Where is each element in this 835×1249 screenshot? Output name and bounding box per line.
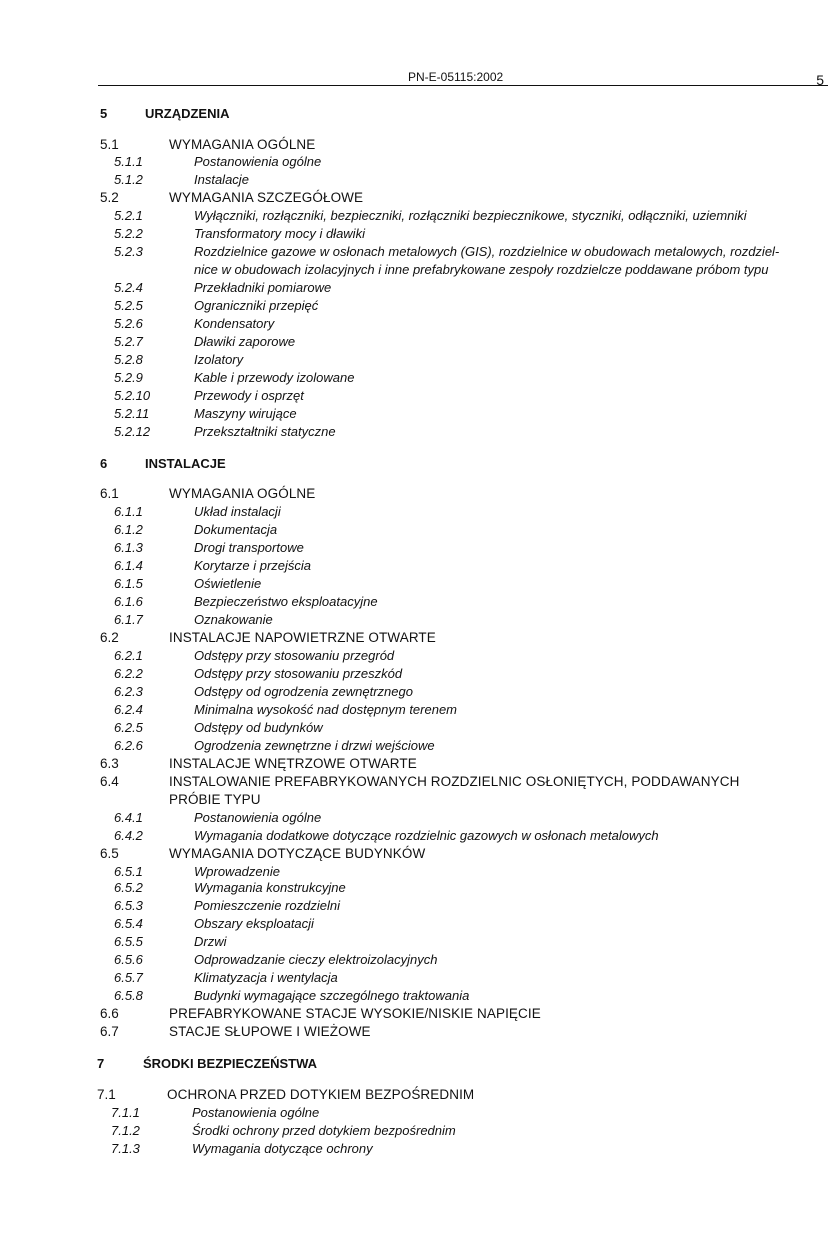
toc-entry-title: Układ instalacji bbox=[194, 504, 281, 519]
toc-entry-title: PREFABRYKOWANE STACJE WYSOKIE/NISKIE NAPIĘCIE bbox=[169, 1006, 541, 1021]
toc-entry-title: INSTALACJE bbox=[145, 456, 226, 471]
toc-entry-number: 7.1.1 bbox=[111, 1105, 140, 1120]
toc-entry-title: Wymagania konstrukcyjne bbox=[194, 880, 346, 895]
toc-entry-number: 5 bbox=[100, 106, 108, 121]
toc-entry-number: 5.2.12 bbox=[114, 424, 151, 439]
toc-entry-title: Instalacje bbox=[194, 172, 249, 187]
toc-entry-title: Przekładniki pomiarowe bbox=[194, 280, 332, 295]
toc-entry-number: 7.1.3 bbox=[111, 1141, 140, 1156]
toc-entry-title: WYMAGANIA SZCZEGÓŁOWE bbox=[169, 190, 364, 205]
document-code: PN-E-05115:2002 bbox=[408, 70, 504, 84]
toc-entry-title: Ograniczniki przepięć bbox=[194, 298, 319, 313]
toc-entry-title: Transformatory mocy i dławiki bbox=[194, 226, 365, 241]
toc-entry-number: 5.2.2 bbox=[114, 226, 143, 241]
toc-entry-title: Oświetlenie bbox=[194, 576, 262, 591]
toc-entry-number: 6.1.7 bbox=[114, 612, 143, 627]
toc-entry-number: 6.4.2 bbox=[114, 828, 143, 843]
toc-entry-title: Dokumentacja bbox=[194, 522, 278, 537]
toc-entry-number: 6.4 bbox=[100, 774, 119, 789]
toc-entry-title: Izolatory bbox=[194, 352, 244, 367]
toc-entry-number: 6.1.5 bbox=[114, 576, 143, 591]
toc-entry-title: Maszyny wirujące bbox=[194, 406, 297, 421]
toc-entry-number: 6.5 bbox=[100, 846, 119, 861]
toc-entry-title: Klimatyzacja i wentylacja bbox=[194, 970, 338, 985]
toc-entry-number: 7.1 bbox=[97, 1087, 116, 1102]
toc-entry-number: 5.2.7 bbox=[114, 334, 143, 349]
toc-entry-number: 6.2.3 bbox=[114, 684, 143, 699]
toc-entry-title: OCHRONA PRZED DOTYKIEM BEZPOŚREDNIM bbox=[167, 1087, 475, 1102]
toc-entry-title: Ogrodzenia zewnętrzne i drzwi wejściowe bbox=[194, 738, 435, 753]
toc-entry-title: Rozdzielnice gazowe w osłonach metalowych (GIS), rozdzielnice w obudowach metalowych, rozdziel- bbox=[194, 244, 780, 259]
toc-entry-title: Odstępy od ogrodzenia zewnętrznego bbox=[194, 684, 413, 699]
toc-entry-title: Postanowienia ogólne bbox=[192, 1105, 320, 1120]
toc-entry-number: 6.1.6 bbox=[114, 594, 143, 609]
toc-entry-number: 5.2.6 bbox=[114, 316, 143, 331]
toc-entry-number: 6.2.1 bbox=[114, 648, 143, 663]
toc-entry-title: INSTALACJE NAPOWIETRZNE OTWARTE bbox=[169, 630, 436, 645]
toc-entry-number: 6.3 bbox=[100, 756, 119, 771]
toc-entry-number: 6.2 bbox=[100, 630, 119, 645]
toc-entry-number: 5.2.11 bbox=[114, 406, 150, 421]
toc-entry-number: 5.1.2 bbox=[114, 172, 143, 187]
toc-entry-number: 6.2.6 bbox=[114, 738, 143, 753]
toc-entry-number: 6 bbox=[100, 456, 108, 471]
toc-entry-number: 5.2.8 bbox=[114, 352, 143, 367]
toc-entry-title: WYMAGANIA OGÓLNE bbox=[169, 137, 316, 152]
toc-entry-number: 6.2.5 bbox=[114, 720, 143, 735]
toc-entry-number: 6.6 bbox=[100, 1006, 119, 1021]
toc-entry-number: 5.2.5 bbox=[114, 298, 143, 313]
toc-entry-title: STACJE SŁUPOWE I WIEŻOWE bbox=[169, 1024, 371, 1039]
toc-entry-title: Wprowadzenie bbox=[194, 864, 280, 879]
toc-entry-title: Drzwi bbox=[194, 934, 227, 949]
toc-entry-number: 5.2.10 bbox=[114, 388, 151, 403]
toc-entry-number: 6.1.4 bbox=[114, 558, 143, 573]
toc-entry-title: PRÓBIE TYPU bbox=[169, 792, 261, 807]
toc-entry-title: Środki ochrony przed dotykiem bezpośrednim bbox=[192, 1123, 456, 1138]
toc-entry-number: 5.2.1 bbox=[114, 208, 143, 223]
toc-entry-title: Wymagania dodatkowe dotyczące rozdzielnic gazowych w osłonach metalowych bbox=[194, 828, 659, 843]
toc-entry-title: Kondensatory bbox=[194, 316, 275, 331]
toc-entry-title: Kable i przewody izolowane bbox=[194, 370, 355, 385]
toc-entry-title: Oznakowanie bbox=[194, 612, 273, 627]
toc-entry-number: 7.1.2 bbox=[111, 1123, 140, 1138]
toc-entry-number: 6.1 bbox=[100, 486, 119, 501]
toc-entry-title: ŚRODKI BEZPIECZEŃSTWA bbox=[143, 1056, 318, 1071]
toc-entry-number: 5.2.9 bbox=[114, 370, 143, 385]
toc-entry-number: 5.2 bbox=[100, 190, 119, 205]
header-rule bbox=[98, 85, 828, 86]
toc-entry-number: 5.1 bbox=[100, 137, 119, 152]
toc-entry-title: Odstępy od budynków bbox=[194, 720, 323, 735]
toc-entry-title: Minimalna wysokość nad dostępnym terenem bbox=[194, 702, 458, 717]
toc-entry-number: 6.5.5 bbox=[114, 934, 143, 949]
toc-entry-title: Postanowienia ogólne bbox=[194, 154, 322, 169]
toc-entry-title: WYMAGANIA DOTYCZĄCE BUDYNKÓW bbox=[169, 846, 426, 861]
page-number: 5 bbox=[816, 72, 824, 88]
toc-entry-title: INSTALOWANIE PREFABRYKOWANYCH ROZDZIELNIC OSŁONIĘTYCH, PODDAWANYCH bbox=[169, 774, 740, 789]
toc-entry-number: 6.5.8 bbox=[114, 988, 143, 1003]
toc-entry-number: 5.2.3 bbox=[114, 244, 143, 259]
toc-entry-number: 6.4.1 bbox=[114, 810, 143, 825]
toc-entry-title: URZĄDZENIA bbox=[145, 106, 230, 121]
toc-entry-number: 6.2.4 bbox=[114, 702, 143, 717]
toc-entry-title: WYMAGANIA OGÓLNE bbox=[169, 486, 316, 501]
toc-entry-number: 6.5.7 bbox=[114, 970, 143, 985]
toc-entry-number: 6.7 bbox=[100, 1024, 119, 1039]
toc-entry-number: 6.1.2 bbox=[114, 522, 143, 537]
toc-entry-number: 6.5.3 bbox=[114, 898, 143, 913]
toc-entry-title: Odstępy przy stosowaniu przegród bbox=[194, 648, 395, 663]
toc-entry-title: Przekształtniki statyczne bbox=[194, 424, 336, 439]
toc-entry-number: 6.2.2 bbox=[114, 666, 143, 681]
toc-entry-number: 7 bbox=[97, 1056, 105, 1071]
toc-entry-title: Korytarze i przejścia bbox=[194, 558, 312, 573]
toc-entry-title: Odprowadzanie cieczy elektroizolacyjnych bbox=[194, 952, 438, 967]
toc-entry-number: 6.5.4 bbox=[114, 916, 143, 931]
toc-entry-title: Pomieszczenie rozdzielni bbox=[194, 898, 340, 913]
toc-entry-title: Odstępy przy stosowaniu przeszkód bbox=[194, 666, 403, 681]
toc-entry-number: 6.5.1 bbox=[114, 864, 143, 879]
toc-entry-title: nice w obudowach izolacyjnych i inne prefabrykowane zespoły rozdzielcze poddawane próbom typu bbox=[194, 262, 769, 277]
toc-entry-title: Obszary eksploatacji bbox=[194, 916, 314, 931]
toc-entry-number: 6.5.6 bbox=[114, 952, 143, 967]
toc-entry-title: Wymagania dotyczące ochrony bbox=[192, 1141, 373, 1156]
toc-entry-number: 6.1.3 bbox=[114, 540, 143, 555]
toc-entry-number: 5.2.4 bbox=[114, 280, 143, 295]
toc-entry-number: 6.5.2 bbox=[114, 880, 143, 895]
toc-entry-title: Bezpieczeństwo eksploatacyjne bbox=[194, 594, 378, 609]
page-header bbox=[98, 68, 828, 88]
toc-entry-title: Postanowienia ogólne bbox=[194, 810, 322, 825]
toc-entry-title: Budynki wymagające szczególnego traktowania bbox=[194, 988, 470, 1003]
toc-entry-title: Drogi transportowe bbox=[194, 540, 304, 555]
toc-entry-number: 5.1.1 bbox=[114, 154, 143, 169]
toc-entry-number: 6.1.1 bbox=[114, 504, 143, 519]
toc-entry-title: Wyłączniki, rozłączniki, bezpieczniki, rozłączniki bezpiecznikowe, styczniki, odłączniki, uziemniki bbox=[194, 208, 747, 223]
toc-entry-title: Przewody i osprzęt bbox=[194, 388, 304, 403]
toc-entry-title: Dławiki zaporowe bbox=[194, 334, 296, 349]
toc-entry-title: INSTALACJE WNĘTRZOWE OTWARTE bbox=[169, 756, 417, 771]
